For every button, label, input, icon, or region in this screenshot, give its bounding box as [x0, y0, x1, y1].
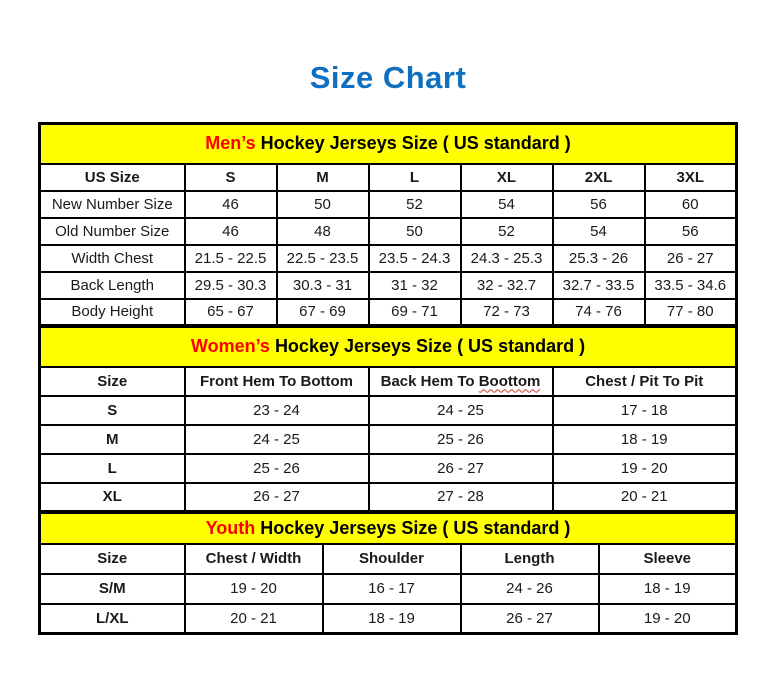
youth-size-table: [38, 511, 738, 635]
womens-value-cell: 18 - 19: [553, 425, 737, 454]
youth-column-header: Size: [40, 544, 185, 574]
womens-value-cell: 23 - 24: [185, 396, 369, 425]
youth-value-cell: 18 - 19: [323, 604, 461, 634]
mens-column-header: L: [369, 164, 461, 191]
womens-table-row: [40, 425, 737, 454]
youth-column-header: Length: [461, 544, 599, 574]
womens-column-header: Size: [40, 367, 185, 396]
mens-column-header: M: [277, 164, 369, 191]
mens-column-header: US Size: [40, 164, 185, 191]
section-title-text: Hockey Jerseys Size ( US standard ): [274, 336, 586, 357]
womens-value-cell: 26 - 27: [185, 483, 369, 512]
size-tables-container: [38, 122, 738, 635]
mens-value-cell: 52: [369, 191, 461, 218]
mens-column-header: XL: [461, 164, 553, 191]
mens-value-cell: 30.3 - 31: [277, 272, 369, 299]
section-title-highlight: Youth: [205, 517, 256, 538]
womens-value-cell: 27 - 28: [369, 483, 553, 512]
mens-value-cell: 60: [645, 191, 737, 218]
mens-value-cell: 50: [369, 218, 461, 245]
womens-value-cell: 20 - 21: [553, 483, 737, 512]
section-title-highlight: Men’s: [205, 133, 256, 154]
mens-value-cell: 69 - 71: [369, 299, 461, 326]
mens-value-cell: 32.7 - 33.5: [553, 272, 645, 299]
womens-table-row: [40, 396, 737, 425]
mens-value-cell: 23.5 - 24.3: [369, 245, 461, 272]
mens-column-header: 3XL: [645, 164, 737, 191]
section-title-highlight: Women’s: [190, 336, 270, 357]
section-title-text: Hockey Jerseys Size ( US standard ): [260, 517, 571, 538]
womens-size-table: [38, 325, 738, 513]
mens-value-cell: 67 - 69: [277, 299, 369, 326]
womens-row-label: M: [40, 425, 185, 454]
mens-row-label: Back Length: [40, 272, 185, 299]
youth-row-label: L/XL: [40, 604, 185, 634]
mens-value-cell: 32 - 32.7: [461, 272, 553, 299]
mens-column-header: 2XL: [553, 164, 645, 191]
youth-value-cell: 24 - 26: [461, 574, 599, 604]
mens-row-label: New Number Size: [40, 191, 185, 218]
mens-value-cell: 52: [461, 218, 553, 245]
womens-column-header: Chest / Pit To Pit: [553, 367, 737, 396]
section-title-text: Hockey Jerseys Size ( US standard ): [260, 133, 571, 154]
mens-table-row: [40, 191, 737, 218]
youth-value-cell: 18 - 19: [599, 574, 737, 604]
womens-value-cell: 24 - 25: [369, 396, 553, 425]
mens-value-cell: 56: [553, 191, 645, 218]
womens-row-label: XL: [40, 483, 185, 512]
mens-value-cell: 54: [461, 191, 553, 218]
womens-row-label: S: [40, 396, 185, 425]
mens-table-row: [40, 245, 737, 272]
womens-value-cell: 25 - 26: [185, 454, 369, 483]
youth-column-header: Shoulder: [323, 544, 461, 574]
womens-value-cell: 19 - 20: [553, 454, 737, 483]
womens-table-row: [40, 454, 737, 483]
mens-value-cell: 25.3 - 26: [553, 245, 645, 272]
mens-value-cell: 22.5 - 23.5: [277, 245, 369, 272]
womens-column-header: [369, 367, 553, 396]
youth-value-cell: 20 - 21: [185, 604, 323, 634]
womens-table-row: [40, 483, 737, 512]
mens-column-header: S: [185, 164, 277, 191]
mens-value-cell: 21.5 - 22.5: [185, 245, 277, 272]
youth-value-cell: 19 - 20: [599, 604, 737, 634]
mens-section-title: [40, 124, 737, 164]
mens-size-table: [38, 122, 738, 327]
youth-table-row: [40, 574, 737, 604]
mens-value-cell: 54: [553, 218, 645, 245]
mens-value-cell: 31 - 32: [369, 272, 461, 299]
mens-value-cell: 72 - 73: [461, 299, 553, 326]
mens-row-label: Old Number Size: [40, 218, 185, 245]
mens-row-label: Body Height: [40, 299, 185, 326]
youth-value-cell: 26 - 27: [461, 604, 599, 634]
youth-value-cell: 19 - 20: [185, 574, 323, 604]
mens-value-cell: 46: [185, 218, 277, 245]
mens-value-cell: 77 - 80: [645, 299, 737, 326]
youth-table-row: [40, 604, 737, 634]
mens-table-row: [40, 218, 737, 245]
mens-value-cell: 56: [645, 218, 737, 245]
mens-value-cell: 50: [277, 191, 369, 218]
womens-value-cell: 26 - 27: [369, 454, 553, 483]
womens-value-cell: 25 - 26: [369, 425, 553, 454]
mens-value-cell: 33.5 - 34.6: [645, 272, 737, 299]
mens-value-cell: 29.5 - 30.3: [185, 272, 277, 299]
youth-column-header: Sleeve: [599, 544, 737, 574]
womens-column-header: Front Hem To Bottom: [185, 367, 369, 396]
youth-row-label: S/M: [40, 574, 185, 604]
mens-value-cell: 48: [277, 218, 369, 245]
womens-value-cell: 24 - 25: [185, 425, 369, 454]
mens-table-row: [40, 299, 737, 326]
mens-value-cell: 24.3 - 25.3: [461, 245, 553, 272]
mens-value-cell: 46: [185, 191, 277, 218]
youth-column-header: Chest / Width: [185, 544, 323, 574]
column-header-text: Back Hem To: [380, 372, 479, 390]
youth-section-title: [40, 513, 737, 544]
mens-value-cell: 65 - 67: [185, 299, 277, 326]
misspelled-word: Boottom: [478, 372, 541, 390]
youth-value-cell: 16 - 17: [323, 574, 461, 604]
mens-value-cell: 26 - 27: [645, 245, 737, 272]
page-title: Size Chart: [309, 60, 467, 95]
mens-value-cell: 74 - 76: [553, 299, 645, 326]
womens-section-title: [40, 327, 737, 367]
mens-table-row: [40, 272, 737, 299]
womens-row-label: L: [40, 454, 185, 483]
womens-value-cell: 17 - 18: [553, 396, 737, 425]
mens-row-label: Width Chest: [40, 245, 185, 272]
